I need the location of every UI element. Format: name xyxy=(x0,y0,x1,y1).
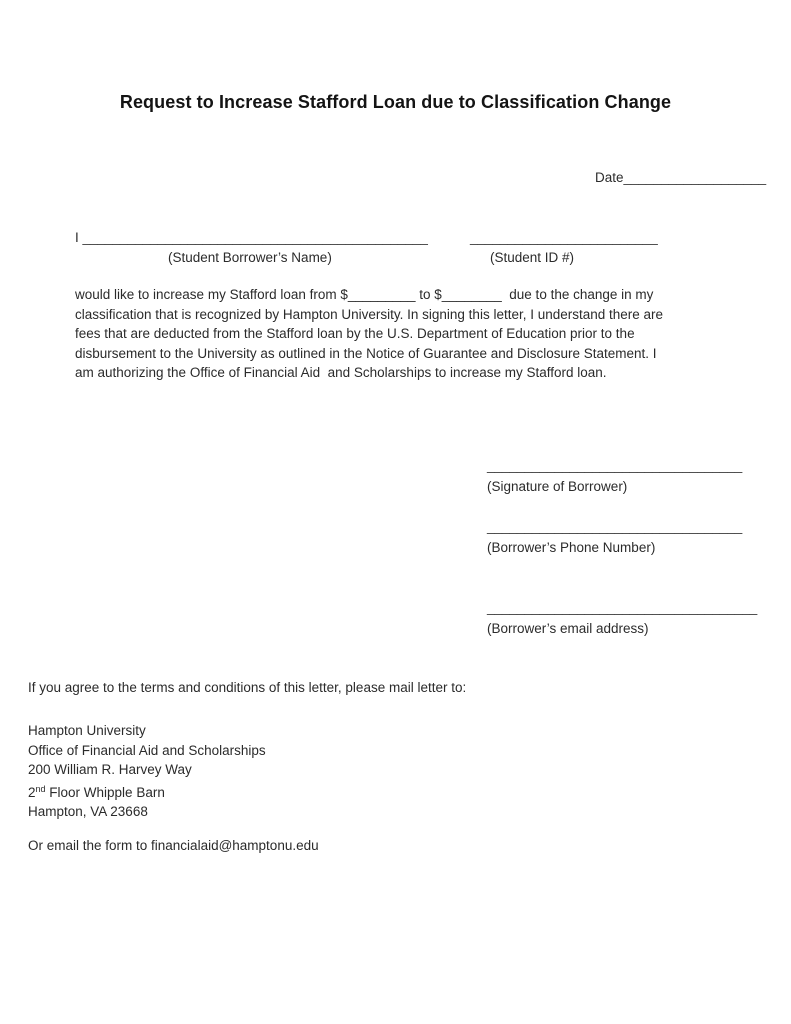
borrower-email-field xyxy=(487,598,757,638)
body-paragraph-line: fees that are deducted from the Stafford loan by the U.S. Department of Education prior to the xyxy=(75,326,635,341)
floor-ordinal-superscript: nd xyxy=(35,783,46,794)
borrower-email-caption: (Borrower’s email address) xyxy=(487,620,649,636)
email-instruction: Or email the form to financialaid@hamptonu.edu xyxy=(28,838,319,853)
body-paragraph-line: am authorizing the Office of Financial Aid and Scholarships to increase my Stafford loan. xyxy=(75,365,607,380)
i-prefix: I xyxy=(75,230,83,245)
mailing-address xyxy=(28,721,266,822)
address-line-city: Hampton, VA 23668 xyxy=(28,804,148,819)
address-line-floor xyxy=(28,780,266,803)
body-paragraph xyxy=(75,285,775,383)
page-title: Request to Increase Stafford Loan due to Classification Change xyxy=(119,92,672,112)
borrower-name-caption: (Student Borrower’s Name) xyxy=(168,250,332,265)
phone-blank-line: __________________________________ xyxy=(487,519,743,534)
phone-caption: (Borrower’s Phone Number) xyxy=(487,539,656,555)
borrower-email-blank-line: ____________________________________ xyxy=(487,600,758,615)
floor-text: Floor Whipple Barn xyxy=(45,784,165,800)
student-id-caption: (Student ID #) xyxy=(490,250,575,265)
floor-number: 2 xyxy=(28,784,36,800)
address-line-street: 200 William R. Harvey Way xyxy=(28,762,192,777)
borrower-name-blank-line: ______________________________________________ xyxy=(82,230,428,245)
address-line-university: Hampton University xyxy=(28,723,146,738)
date-field xyxy=(595,168,766,188)
mailing-instruction: If you agree to the terms and conditions of this letter, please mail letter to: xyxy=(28,680,467,695)
student-id-blank-line: _________________________ xyxy=(470,230,658,245)
date-label: Date xyxy=(595,170,624,185)
borrower-name-row xyxy=(75,228,775,248)
signature-caption: (Signature of Borrower) xyxy=(487,478,628,494)
body-paragraph-line: would like to increase my Stafford loan from $_________ to $________ due to the change in my xyxy=(75,287,654,302)
body-paragraph-line: classification that is recognized by Hampton University. In signing this letter, I understand there are xyxy=(75,306,664,322)
phone-field xyxy=(487,517,742,557)
date-blank-line: ___________________ xyxy=(623,170,767,185)
address-line-office: Office of Financial Aid and Scholarships xyxy=(28,742,266,758)
signature-blank-line: __________________________________ xyxy=(487,458,743,473)
body-paragraph-line: disbursement to the University as outlined in the Notice of Guarantee and Disclosure Statement. I xyxy=(75,345,657,361)
signature-field xyxy=(487,456,742,496)
